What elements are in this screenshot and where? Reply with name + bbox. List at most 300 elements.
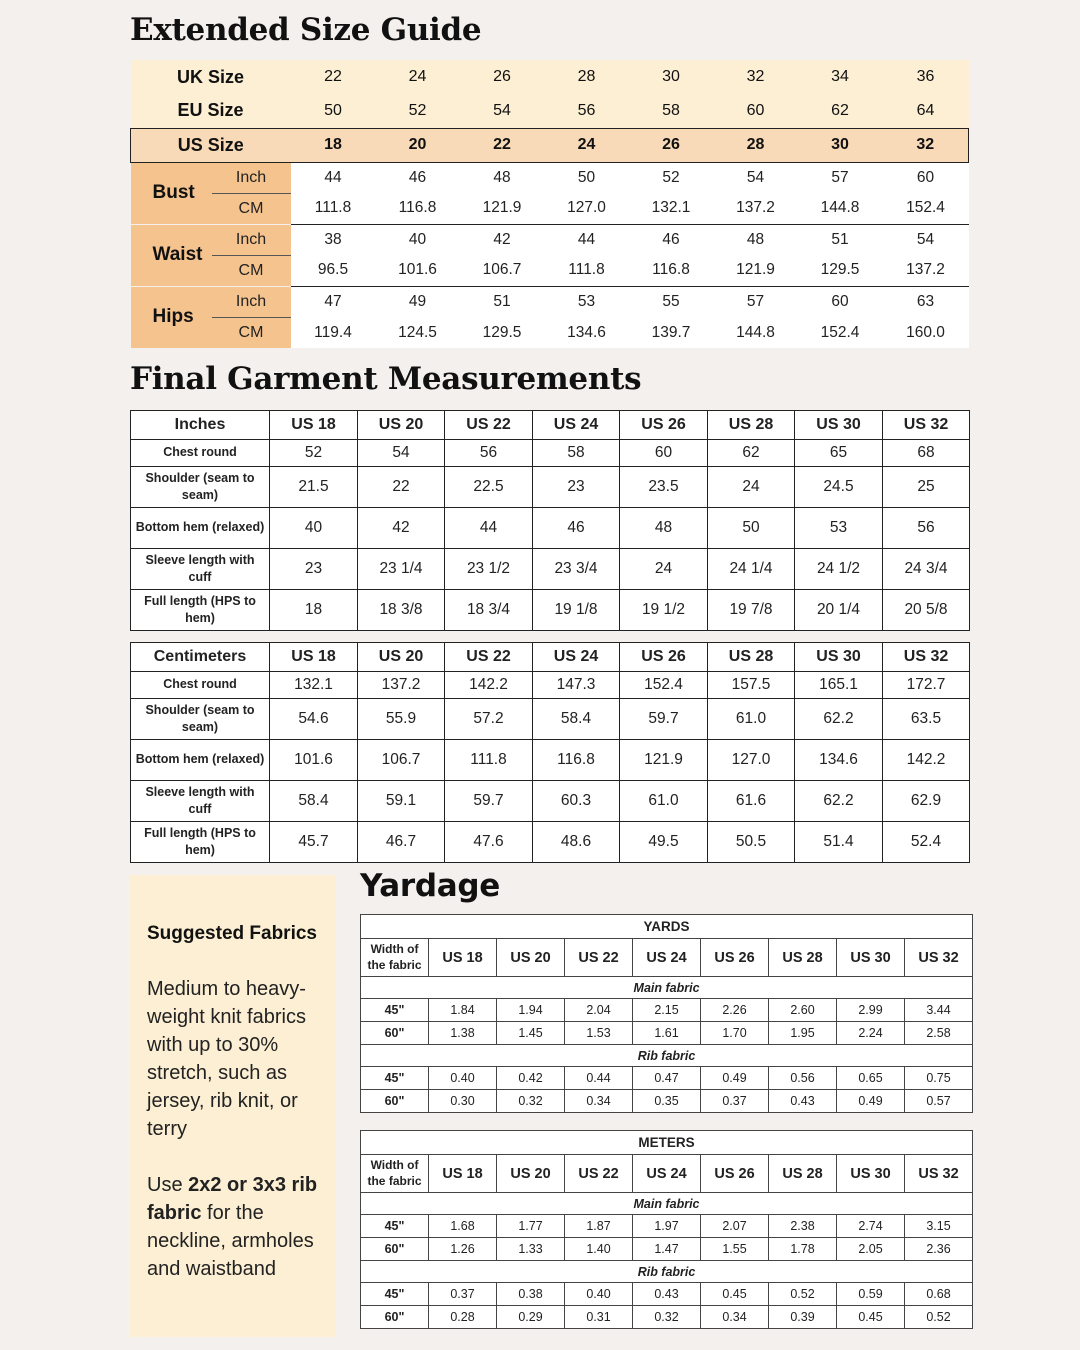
garment-value: 52.4: [883, 822, 970, 863]
garment-row-label: Sleeve length with cuff: [131, 781, 270, 822]
uk-size-value: 34: [798, 60, 883, 94]
eu-size-value: 60: [714, 94, 798, 128]
garment-value: 42: [358, 508, 445, 549]
garment-value: 19 1/8: [533, 590, 620, 631]
yardage-value: 2.38: [769, 1215, 837, 1238]
fabric-description: Medium to heavy-weight knit fabrics with up to 30% stretch, such as jersey, rib knit, or terry: [147, 978, 306, 1140]
fabric-width-label: 60": [361, 1238, 429, 1261]
yardage-size-header: US 28: [769, 1155, 837, 1193]
yardage-value: 2.60: [769, 999, 837, 1022]
uk-size-value: 26: [460, 60, 545, 94]
eu-size-value: 50: [291, 94, 376, 128]
yardage-size-header: US 32: [905, 1155, 973, 1193]
yardage-value: 0.42: [497, 1067, 565, 1090]
garment-value: 157.5: [708, 672, 795, 699]
yardage-value: 2.99: [837, 999, 905, 1022]
bust-inch-value: 50: [545, 162, 629, 193]
yardage-size-header: US 18: [429, 939, 497, 977]
garment-value: 147.3: [533, 672, 620, 699]
waist-cm-row: [131, 255, 969, 286]
yardage-size-header: US 26: [701, 939, 769, 977]
garment-value: 62.9: [883, 781, 970, 822]
yardage-value: 2.07: [701, 1215, 769, 1238]
unit-inch-label: Inch: [212, 224, 291, 255]
yardage-value: 2.58: [905, 1022, 973, 1045]
yardage-section-row: [361, 1193, 973, 1215]
garment-size-header: US 26: [620, 643, 708, 672]
garment-title: Final Garment Measurements: [130, 361, 642, 397]
bust-inch-value: 46: [376, 162, 460, 193]
waist-cm-value: 96.5: [291, 255, 376, 286]
hips-cm-row: [131, 317, 969, 348]
us-size-value: 30: [798, 128, 883, 162]
bust-cm-value: 121.9: [460, 193, 545, 224]
garment-value: 46.7: [358, 822, 445, 863]
yardage-row: [361, 1283, 973, 1306]
garment-value: 62: [708, 440, 795, 467]
yardage-value: 2.15: [633, 999, 701, 1022]
hips-cm-value: 129.5: [460, 317, 545, 348]
garment-row-label: Shoulder (seam to seam): [131, 467, 270, 508]
waist-inch-value: 40: [376, 224, 460, 255]
waist-cm-value: 116.8: [629, 255, 714, 286]
yardage-value: 1.53: [565, 1022, 633, 1045]
hips-inch-value: 55: [629, 286, 714, 317]
garment-value: 24: [620, 549, 708, 590]
yardage-value: 0.29: [497, 1306, 565, 1329]
garment-value: 23 1/4: [358, 549, 445, 590]
garment-value: 23 1/2: [445, 549, 533, 590]
garment-value: 57.2: [445, 699, 533, 740]
waist-inch-value: 51: [798, 224, 883, 255]
uk-size-row: [131, 60, 969, 94]
garment-value: 23.5: [620, 467, 708, 508]
garment-value: 21.5: [270, 467, 358, 508]
unit-inch-label: Inch: [212, 162, 291, 193]
garment-size-header: US 20: [358, 643, 445, 672]
yardage-size-header: US 18: [429, 1155, 497, 1193]
garment-value: 63.5: [883, 699, 970, 740]
yardage-value: 2.05: [837, 1238, 905, 1261]
unit-cm-label: CM: [212, 255, 291, 286]
yardage-value: 3.44: [905, 999, 973, 1022]
bust-inch-value: 52: [629, 162, 714, 193]
garment-row: [131, 508, 970, 549]
garment-value: 101.6: [270, 740, 358, 781]
yardage-value: 0.59: [837, 1283, 905, 1306]
garment-value: 23 3/4: [533, 549, 620, 590]
garment-value: 134.6: [795, 740, 883, 781]
waist-cm-value: 129.5: [798, 255, 883, 286]
bust-inch-value: 44: [291, 162, 376, 193]
us-size-value: 22: [460, 128, 545, 162]
waist-inch-value: 42: [460, 224, 545, 255]
yardage-size-header: US 28: [769, 939, 837, 977]
yardage-value: 1.40: [565, 1238, 633, 1261]
uk-size-value: 28: [545, 60, 629, 94]
yardage-caption: METERS: [361, 1131, 973, 1155]
garment-value: 62.2: [795, 781, 883, 822]
yardage-section-label: Rib fabric: [361, 1261, 973, 1283]
yardage-size-header: US 30: [837, 1155, 905, 1193]
garment-value: 51.4: [795, 822, 883, 863]
eu-size-row: [131, 94, 969, 128]
hips-inch-row: [131, 286, 969, 317]
fabric-width-label: 60": [361, 1306, 429, 1329]
yardage-value: 2.26: [701, 999, 769, 1022]
garment-value: 18 3/4: [445, 590, 533, 631]
bust-cm-row: [131, 193, 969, 224]
waist-inch-value: 48: [714, 224, 798, 255]
garment-value: 20 1/4: [795, 590, 883, 631]
garment-value: 61.6: [708, 781, 795, 822]
bust-cm-value: 152.4: [883, 193, 969, 224]
garment-row: [131, 549, 970, 590]
fabric-width-label: 45": [361, 1067, 429, 1090]
eu-size-value: 52: [376, 94, 460, 128]
garment-value: 137.2: [358, 672, 445, 699]
yardage-title: Yardage: [360, 868, 501, 904]
yardage-value: 1.70: [701, 1022, 769, 1045]
hips-cm-value: 144.8: [714, 317, 798, 348]
garment-value: 59.1: [358, 781, 445, 822]
waist-cm-value: 137.2: [883, 255, 969, 286]
garment-value: 48: [620, 508, 708, 549]
yardage-value: 0.40: [429, 1067, 497, 1090]
hips-cm-value: 134.6: [545, 317, 629, 348]
yardage-value: 0.45: [701, 1283, 769, 1306]
yardage-row: [361, 1022, 973, 1045]
garment-value: 22: [358, 467, 445, 508]
hips-inch-value: 63: [883, 286, 969, 317]
yardage-value: 1.95: [769, 1022, 837, 1045]
hips-inch-value: 57: [714, 286, 798, 317]
yardage-value: 1.97: [633, 1215, 701, 1238]
garment-value: 127.0: [708, 740, 795, 781]
garment-row: [131, 699, 970, 740]
garment-value: 62.2: [795, 699, 883, 740]
garment-row-label: Chest round: [131, 672, 270, 699]
yardage-value: 2.04: [565, 999, 633, 1022]
fabric-width-label: 45": [361, 999, 429, 1022]
unit-cm-label: CM: [212, 317, 291, 348]
hips-cm-value: 119.4: [291, 317, 376, 348]
waist-cm-value: 121.9: [714, 255, 798, 286]
garment-value: 65: [795, 440, 883, 467]
uk-size-label: UK Size: [131, 60, 291, 94]
yardage-value: 0.30: [429, 1090, 497, 1113]
eu-size-value: 56: [545, 94, 629, 128]
garment-size-header: US 22: [445, 643, 533, 672]
garment-value: 106.7: [358, 740, 445, 781]
bust-cm-value: 144.8: [798, 193, 883, 224]
yardage-value: 0.52: [769, 1283, 837, 1306]
yardage-value: 0.38: [497, 1283, 565, 1306]
waist-inch-value: 46: [629, 224, 714, 255]
us-size-value: 26: [629, 128, 714, 162]
garment-value: 56: [445, 440, 533, 467]
eu-size-value: 54: [460, 94, 545, 128]
garment-value: 19 1/2: [620, 590, 708, 631]
eu-size-label: EU Size: [131, 94, 291, 128]
uk-size-value: 24: [376, 60, 460, 94]
garment-value: 48.6: [533, 822, 620, 863]
yardage-size-header: US 22: [565, 1155, 633, 1193]
yardage-value: 2.74: [837, 1215, 905, 1238]
yardage-value: 0.28: [429, 1306, 497, 1329]
hips-cm-value: 152.4: [798, 317, 883, 348]
yardage-section-row: [361, 1261, 973, 1283]
us-size-value: 32: [883, 128, 969, 162]
garment-size-header: US 26: [620, 411, 708, 440]
yardage-yards-table: [360, 914, 973, 1113]
size-guide-table: [130, 60, 968, 357]
garment-value: 121.9: [620, 740, 708, 781]
waist-inch-value: 38: [291, 224, 376, 255]
yardage-size-header: US 20: [497, 939, 565, 977]
hips-inch-value: 49: [376, 286, 460, 317]
yardage-value: 0.68: [905, 1283, 973, 1306]
yardage-value: 0.49: [701, 1067, 769, 1090]
garment-value: 50.5: [708, 822, 795, 863]
us-size-row: [131, 128, 969, 162]
garment-value: 58.4: [270, 781, 358, 822]
garment-value: 24 3/4: [883, 549, 970, 590]
garment-unit-header: Inches: [131, 411, 270, 440]
yardage-value: 1.38: [429, 1022, 497, 1045]
garment-row: [131, 781, 970, 822]
yardage-header-row: [361, 1155, 973, 1193]
garment-header-row: [131, 643, 970, 672]
garment-value: 132.1: [270, 672, 358, 699]
garment-value: 23: [533, 467, 620, 508]
garment-row-label: Full length (HPS to hem): [131, 822, 270, 863]
yardage-size-header: US 22: [565, 939, 633, 977]
eu-size-value: 64: [883, 94, 969, 128]
garment-row-label: Shoulder (seam to seam): [131, 699, 270, 740]
yardage-value: 1.78: [769, 1238, 837, 1261]
yardage-row: [361, 1067, 973, 1090]
garment-row-label: Sleeve length with cuff: [131, 549, 270, 590]
yardage-value: 0.37: [429, 1283, 497, 1306]
yardage-value: 0.56: [769, 1067, 837, 1090]
garment-size-header: US 32: [883, 643, 970, 672]
garment-value: 55.9: [358, 699, 445, 740]
garment-value: 172.7: [883, 672, 970, 699]
garment-value: 24.5: [795, 467, 883, 508]
garment-value: 50: [708, 508, 795, 549]
garment-cm-table: [130, 642, 970, 863]
garment-value: 58.4: [533, 699, 620, 740]
garment-value: 52: [270, 440, 358, 467]
bust-cm-value: 111.8: [291, 193, 376, 224]
yardage-value: 0.40: [565, 1283, 633, 1306]
rib-note: Use 2x2 or 3x3 rib fabric for the neckline, armholes and waistband: [147, 1174, 318, 1280]
yardage-value: 0.49: [837, 1090, 905, 1113]
yardage-value: 0.31: [565, 1306, 633, 1329]
uk-size-value: 36: [883, 60, 969, 94]
waist-inch-row: [131, 224, 969, 255]
yardage-value: 0.43: [633, 1283, 701, 1306]
garment-value: 24 1/4: [708, 549, 795, 590]
garment-inches-table: [130, 410, 970, 631]
garment-size-header: US 30: [795, 643, 883, 672]
uk-size-value: 32: [714, 60, 798, 94]
yardage-value: 0.75: [905, 1067, 973, 1090]
garment-size-header: US 24: [533, 411, 620, 440]
yardage-value: 0.34: [701, 1306, 769, 1329]
garment-value: 22.5: [445, 467, 533, 508]
hips-inch-value: 53: [545, 286, 629, 317]
yardage-section-row: [361, 1045, 973, 1067]
garment-size-header: US 30: [795, 411, 883, 440]
bust-label: Bust: [131, 162, 212, 224]
yardage-size-header: US 32: [905, 939, 973, 977]
yardage-meters-table: [360, 1130, 973, 1329]
garment-value: 60.3: [533, 781, 620, 822]
garment-value: 25: [883, 467, 970, 508]
yardage-value: 1.33: [497, 1238, 565, 1261]
bust-inch-value: 54: [714, 162, 798, 193]
garment-row-label: Full length (HPS to hem): [131, 590, 270, 631]
garment-value: 54: [358, 440, 445, 467]
garment-value: 68: [883, 440, 970, 467]
yardage-row: [361, 1238, 973, 1261]
yardage-value: 1.26: [429, 1238, 497, 1261]
garment-value: 56: [883, 508, 970, 549]
garment-value: 47.6: [445, 822, 533, 863]
garment-value: 58: [533, 440, 620, 467]
waist-cm-value: 101.6: [376, 255, 460, 286]
unit-inch-label: Inch: [212, 286, 291, 317]
bust-inch-row: [131, 162, 969, 193]
garment-size-header: US 28: [708, 411, 795, 440]
garment-value: 152.4: [620, 672, 708, 699]
waist-label: Waist: [131, 224, 212, 286]
hips-inch-value: 60: [798, 286, 883, 317]
garment-value: 40: [270, 508, 358, 549]
garment-value: 61.0: [620, 781, 708, 822]
waist-inch-value: 44: [545, 224, 629, 255]
garment-row: [131, 672, 970, 699]
yardage-value: 0.47: [633, 1067, 701, 1090]
yardage-value: 0.43: [769, 1090, 837, 1113]
garment-value: 142.2: [445, 672, 533, 699]
garment-value: 24: [708, 467, 795, 508]
garment-value: 49.5: [620, 822, 708, 863]
us-size-value: 28: [714, 128, 798, 162]
bust-cm-value: 116.8: [376, 193, 460, 224]
yardage-row: [361, 1215, 973, 1238]
garment-value: 54.6: [270, 699, 358, 740]
us-size-label: US Size: [131, 128, 291, 162]
garment-row-label: Chest round: [131, 440, 270, 467]
yardage-section-label: Rib fabric: [361, 1045, 973, 1067]
waist-cm-value: 111.8: [545, 255, 629, 286]
yardage-value: 0.35: [633, 1090, 701, 1113]
garment-value: 165.1: [795, 672, 883, 699]
garment-value: 24 1/2: [795, 549, 883, 590]
garment-size-header: US 28: [708, 643, 795, 672]
fabric-width-label: 45": [361, 1283, 429, 1306]
yardage-section-label: Main fabric: [361, 1193, 973, 1215]
yardage-row: [361, 1306, 973, 1329]
bust-inch-value: 57: [798, 162, 883, 193]
yardage-value: 0.45: [837, 1306, 905, 1329]
garment-value: 142.2: [883, 740, 970, 781]
width-of-fabric-label: Width of the fabric: [361, 1155, 429, 1193]
garment-value: 60: [620, 440, 708, 467]
us-size-value: 24: [545, 128, 629, 162]
uk-size-value: 30: [629, 60, 714, 94]
yardage-value: 1.77: [497, 1215, 565, 1238]
yardage-caption-row: [361, 1131, 973, 1155]
yardage-value: 1.84: [429, 999, 497, 1022]
uk-size-value: 22: [291, 60, 376, 94]
yardage-value: 0.65: [837, 1067, 905, 1090]
yardage-value: 0.37: [701, 1090, 769, 1113]
yardage-size-header: US 26: [701, 1155, 769, 1193]
yardage-value: 1.45: [497, 1022, 565, 1045]
fabric-width-label: 45": [361, 1215, 429, 1238]
garment-size-header: US 22: [445, 411, 533, 440]
garment-value: 18 3/8: [358, 590, 445, 631]
garment-value: 46: [533, 508, 620, 549]
garment-size-header: US 32: [883, 411, 970, 440]
garment-row-label: Bottom hem (relaxed): [131, 740, 270, 781]
us-size-value: 20: [376, 128, 460, 162]
garment-value: 45.7: [270, 822, 358, 863]
yardage-section-label: Main fabric: [361, 977, 973, 999]
garment-value: 23: [270, 549, 358, 590]
yardage-value: 0.44: [565, 1067, 633, 1090]
yardage-value: 1.47: [633, 1238, 701, 1261]
yardage-section-row: [361, 977, 973, 999]
rib-note-bold: 2x2 or 3x3 rib fabric: [147, 1174, 318, 1224]
garment-value: 116.8: [533, 740, 620, 781]
size-guide-title: Extended Size Guide: [130, 12, 482, 48]
garment-size-header: US 24: [533, 643, 620, 672]
garment-header-row: [131, 411, 970, 440]
hips-cm-value: 139.7: [629, 317, 714, 348]
bust-cm-value: 127.0: [545, 193, 629, 224]
garment-value: 20 5/8: [883, 590, 970, 631]
yardage-value: 1.68: [429, 1215, 497, 1238]
garment-value: 59.7: [445, 781, 533, 822]
eu-size-value: 62: [798, 94, 883, 128]
yardage-value: 0.39: [769, 1306, 837, 1329]
hips-inch-value: 47: [291, 286, 376, 317]
yardage-value: 1.55: [701, 1238, 769, 1261]
garment-row: [131, 740, 970, 781]
garment-row: [131, 467, 970, 508]
fabric-width-label: 60": [361, 1090, 429, 1113]
bust-cm-value: 137.2: [714, 193, 798, 224]
yardage-value: 0.34: [565, 1090, 633, 1113]
yardage-caption: YARDS: [361, 915, 973, 939]
garment-row: [131, 440, 970, 467]
width-of-fabric-label: Width of the fabric: [361, 939, 429, 977]
garment-size-header: US 20: [358, 411, 445, 440]
yardage-row: [361, 1090, 973, 1113]
yardage-value: 0.32: [633, 1306, 701, 1329]
hips-label: Hips: [131, 286, 212, 348]
yardage-value: 2.36: [905, 1238, 973, 1261]
yardage-size-header: US 24: [633, 1155, 701, 1193]
garment-value: 61.0: [708, 699, 795, 740]
waist-cm-value: 106.7: [460, 255, 545, 286]
garment-value: 44: [445, 508, 533, 549]
